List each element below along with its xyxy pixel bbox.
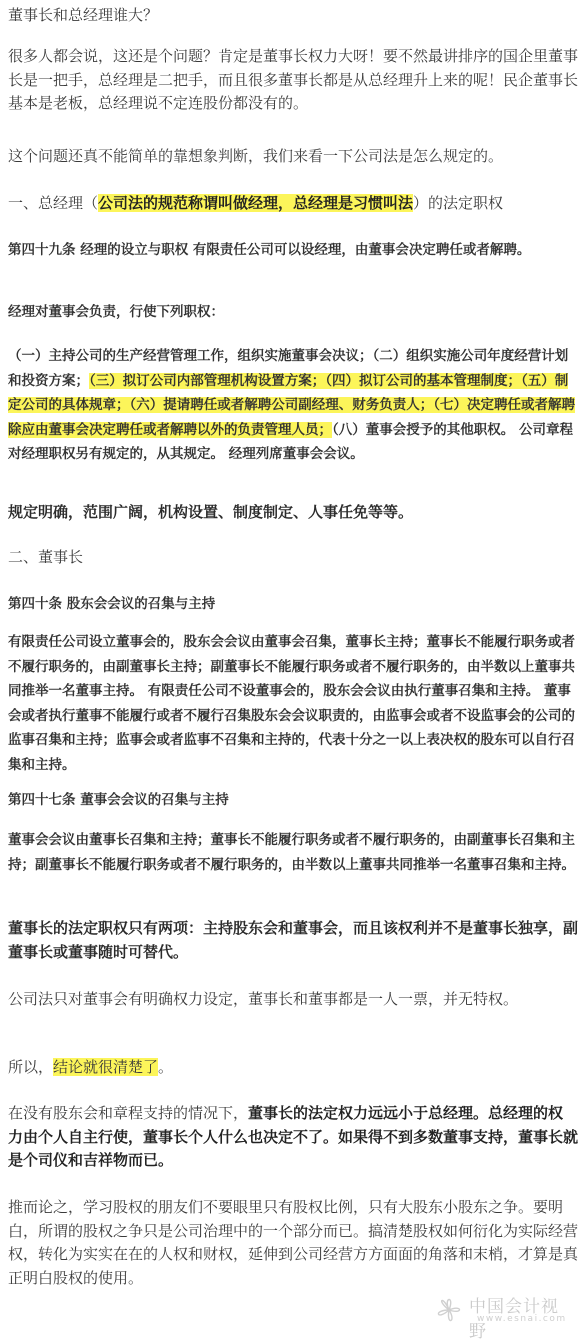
power-comparison-bold: 董事长的法定权力远远小于总经理。总经理的权力由个人自主行使，董事长个人什么也决定不了。如果得不到多数董事支持，董事长就是个司仪和吉祥物而已。 [8,1104,579,1169]
watermark-logo [431,1292,576,1342]
section2-heading: 二、董事长 [8,548,84,566]
power-comparison-paragraph: 在没有股东会和章程支持的情况下，董事长的法定权力远远小于总经理。总经理的权力由个人自主行使，董事长个人什么也决定不了。如果得不到多数董事支持，董事长就是个司仪和吉祥物而已。 [8,1104,579,1169]
article47-title: 第四十七条 董事会会议的召集与主持 [8,792,229,808]
summary-manager: 规定明确，范围广阔，机构设置、制度制定、人事任免等等。 [8,503,414,521]
question-paragraph: 这个问题还真不能简单的靠想象判断，我们来看一下公司法是怎么规定的。 [8,147,504,165]
watermark-url: www.esnai.com [477,1314,567,1324]
article40-body: 有限责任公司设立董事会的，股东会会议由董事会召集，董事长主持；董事长不能履行职务或者不履行职务的，由副董事长主持；副董事长不能履行职务或者不履行职务的，由半数以上董事共同推举一名董事主持。 有限责任公司不设董事会的，股东会会议由执行董事召集和主持。 董事会或者执行董事不能履行或者不履行召集股东会会议职责的，由监事会或者不设监事会的公司的监事召集和主持；监事会或者监事不召集和主持的，代表十分之一以上表决权的股东可以自行召集和主持。 [8,634,575,773]
article-title: 董事长和总经理谁大？ [8,6,159,24]
summary-chairman: 董事长的法定职权只有两项：主持股东会和董事会，而且该权利并不是董事长独享，副董事长或董事随时可替代。 [8,919,579,961]
section1-highlight: 公司法的规范称谓叫做经理，总经理是习惯叫法 [98,194,414,212]
intro-paragraph: 很多人都会说，这还是个问题？肯定是董事长权力大呀！要不然最讲排序的国企里董事长是一把手，总经理是二把手，而且很多董事长都是从总经理升上来的呢！民企董事长基本是老板，总经理说不定连股份都没有的。 [8,47,579,112]
article49-lead: 经理对董事会负责，行使下列职权： [8,304,224,320]
article40-title: 第四十条 股东会会议的召集与主持 [8,596,216,612]
flower-icon [431,1293,467,1327]
article49-text: 第四十九条 经理的设立与职权 有限责任公司可以设经理，由董事会决定聘任或者解聘。 [8,242,531,258]
section1-heading: 一、总经理（公司法的规范称谓叫做经理，总经理是习惯叫法）的法定职权 [8,194,504,212]
company-law-paragraph: 公司法只对董事会有明确权力设定，董事长和董事都是一人一票，并无特权。 [8,990,519,1008]
powers-highlight: （三）拟订公司内部管理机构设置方案；（四）拟订公司的基本管理制度；（五）制定公司的具体规章；（六）提请聘任或者解聘公司副经理、财务负责人；（七）决定聘任或者解聘除应由董事会决定聘任或者解聘以外的负责管理人员； [8,372,575,438]
manager-powers-list: （一）主持公司的生产经营管理工作，组织实施董事会决议；（二）组织实施公司年度经营计划和投资方案；（三）拟订公司内部管理机构设置方案；（四）拟订公司的基本管理制度；（五）制定公司的具体规章；（六）提请聘任或者解聘公司副经理、财务负责人；（七）决定聘任或者解聘除应由董事会决定聘任或者解聘以外的负责管理人员；（八）董事会授予的其他职权。 公司章程对经理职权另有规定的，从其规定。 经理列席董事会会议。 [8,348,575,462]
conclusion-paragraph: 所以，结论就很清楚了。 [8,1058,174,1076]
article47-body: 董事会会议由董事长召集和主持；董事长不能履行职务或者不履行职务的，由副董事长召集和主持；副董事长不能履行职务或者不履行职务的，由半数以上董事共同推举一名董事召集和主持。 [8,832,575,873]
equity-paragraph: 推而论之，学习股权的朋友们不要眼里只有股权比例，只有大股东小股东之争。要明白，所谓的股权之争只是公司治理中的一个部分而已。搞清楚股权如何衍化为实际经营权，转化为实实在在的人权和财权，延伸到公司经营方方面面的角落和末梢，才算是真正明白股权的使用。 [8,1198,579,1287]
watermark-title: 中国会计视野 [469,1297,559,1342]
conclusion-highlight: 结论就很清楚了 [53,1058,159,1076]
